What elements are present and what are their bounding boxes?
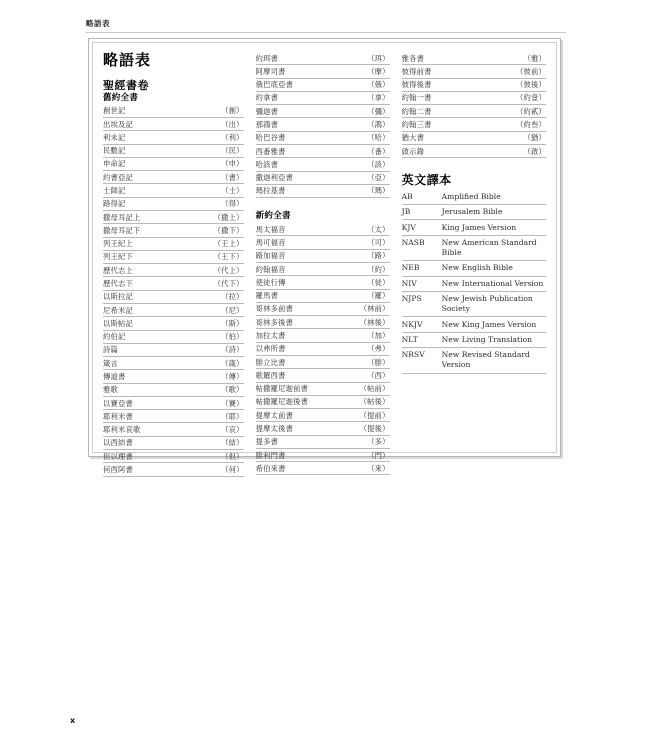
book-row xyxy=(256,290,390,303)
book-abbreviation: （彼後） xyxy=(516,80,547,90)
book-abbreviation: （俄） xyxy=(367,80,390,90)
book-row xyxy=(103,145,244,158)
english-version-name: New American Standard Bible xyxy=(441,238,537,258)
book-row xyxy=(402,145,546,158)
book-row xyxy=(103,158,244,171)
book-row xyxy=(402,105,546,118)
book-name: 列王紀上 xyxy=(103,239,133,249)
book-row xyxy=(103,450,244,463)
book-row xyxy=(103,277,244,290)
book-abbreviation: （羅） xyxy=(367,291,390,301)
book-name: 歌羅西書 xyxy=(255,370,286,380)
book-abbreviation: （但） xyxy=(221,451,244,461)
book-abbreviation: （王下） xyxy=(213,252,244,262)
book-row xyxy=(103,463,244,476)
book-abbreviation: （啟） xyxy=(523,146,547,156)
book-abbreviation: （傳） xyxy=(221,371,244,381)
running-header: 略語表 xyxy=(86,18,566,33)
book-abbreviation: （得） xyxy=(221,199,244,209)
english-version-name: King James Version xyxy=(441,222,517,232)
book-name: 歷代志下 xyxy=(103,278,133,288)
book-abbreviation: （歌） xyxy=(221,385,244,395)
book-abbreviation: （彼前） xyxy=(516,66,547,76)
book-abbreviation: （民） xyxy=(221,146,244,156)
book-row xyxy=(402,65,546,78)
book-row xyxy=(402,132,546,145)
book-name: 俄巴底亞書 xyxy=(255,80,294,90)
column-two xyxy=(255,52,402,473)
book-abbreviation: （創） xyxy=(221,106,244,116)
book-row xyxy=(103,304,244,317)
book-name: 約翰二書 xyxy=(401,106,432,116)
book-name: 創世記 xyxy=(103,106,126,116)
new-testament-list xyxy=(256,223,390,475)
book-row xyxy=(103,198,244,211)
english-version-row xyxy=(402,333,546,348)
book-name: 以賽亞書 xyxy=(103,398,133,408)
book-name: 哈巴谷書 xyxy=(255,133,286,143)
english-version-name: New King James Version xyxy=(441,319,537,329)
book-abbreviation: （約） xyxy=(367,264,390,274)
book-name: 哥林多前書 xyxy=(255,304,294,314)
book-abbreviation: （林前） xyxy=(359,304,390,314)
book-name: 民數記 xyxy=(103,146,126,156)
book-abbreviation: （該） xyxy=(367,159,390,169)
book-abbreviation: （摩） xyxy=(367,66,390,76)
book-name: 約拿書 xyxy=(255,93,279,103)
book-row xyxy=(256,158,390,171)
book-abbreviation: （瑪） xyxy=(367,186,390,196)
book-name: 約翰三書 xyxy=(401,120,432,129)
book-name: 帖撒羅尼迦後書 xyxy=(255,397,309,407)
book-row xyxy=(103,238,244,251)
book-name: 以西結書 xyxy=(103,438,133,448)
book-row xyxy=(256,396,390,409)
book-abbreviation: （申） xyxy=(221,159,244,169)
old-testament-list-continued xyxy=(256,52,390,198)
book-name: 使徒行傳 xyxy=(255,277,286,287)
book-name: 哈該書 xyxy=(255,159,279,169)
book-abbreviation: （約貳） xyxy=(516,106,547,116)
book-name: 何西阿書 xyxy=(103,464,133,474)
book-name: 那鴻書 xyxy=(255,120,279,129)
book-abbreviation: （帖後） xyxy=(359,397,390,407)
book-row xyxy=(256,132,390,145)
english-versions-list xyxy=(402,190,546,374)
book-name: 撒母耳記下 xyxy=(103,225,141,235)
book-row xyxy=(103,264,244,277)
book-abbreviation: （箴） xyxy=(221,358,244,368)
english-version-abbreviation: NLT xyxy=(401,334,418,344)
book-abbreviation: （亞） xyxy=(367,173,390,183)
book-abbreviation: （彌） xyxy=(367,106,390,116)
book-name: 猶大書 xyxy=(401,133,425,143)
book-abbreviation: （賽） xyxy=(221,398,244,408)
book-name: 提摩太後書 xyxy=(255,423,294,433)
book-name: 約伯記 xyxy=(103,332,126,342)
book-row xyxy=(256,356,390,369)
book-abbreviation: （代上） xyxy=(213,265,244,275)
book-name: 出埃及記 xyxy=(103,119,133,129)
book-row xyxy=(402,92,546,105)
book-abbreviation: （哀） xyxy=(221,425,244,435)
book-abbreviation: （伯） xyxy=(221,332,244,342)
english-version-row xyxy=(402,190,546,205)
book-abbreviation: （來） xyxy=(367,463,390,473)
english-version-row xyxy=(402,317,546,332)
book-row xyxy=(103,171,244,184)
book-abbreviation: （番） xyxy=(367,146,390,156)
book-name: 以斯拉記 xyxy=(103,292,133,302)
book-name: 歷代志上 xyxy=(103,265,133,275)
english-version-abbreviation: NEB xyxy=(401,263,420,273)
book-row xyxy=(256,369,390,382)
book-name: 加拉太書 xyxy=(255,330,286,340)
book-row xyxy=(256,52,390,65)
book-abbreviation: （弗） xyxy=(367,344,390,354)
book-row xyxy=(256,449,390,462)
english-version-row xyxy=(402,220,546,235)
book-abbreviation: （士） xyxy=(221,186,244,196)
book-row xyxy=(103,423,244,436)
book-row xyxy=(103,291,244,304)
book-name: 約翰一書 xyxy=(401,93,432,103)
book-name: 馬太福音 xyxy=(255,224,286,234)
english-version-name: New Revised Standard Version xyxy=(441,350,530,370)
book-abbreviation: （詩） xyxy=(221,345,244,355)
book-name: 傳道書 xyxy=(103,371,126,381)
book-row xyxy=(103,370,244,383)
new-testament-heading: 新約全書 xyxy=(255,211,291,222)
book-abbreviation: （尼） xyxy=(221,305,244,315)
book-name: 約翰福音 xyxy=(255,264,286,274)
book-abbreviation: （出） xyxy=(221,119,244,129)
english-version-name: Amplified Bible xyxy=(441,191,501,201)
new-testament-list-continued xyxy=(402,52,546,158)
english-version-row xyxy=(402,277,546,292)
book-row xyxy=(256,185,390,198)
book-row xyxy=(402,118,546,131)
book-name: 尼希米記 xyxy=(103,305,133,315)
book-name: 路得記 xyxy=(103,199,126,209)
book-abbreviation: （門） xyxy=(367,450,390,460)
old-testament-list xyxy=(103,105,244,477)
book-abbreviation: （加） xyxy=(367,330,390,340)
book-row xyxy=(256,236,390,249)
book-name: 列王紀下 xyxy=(103,252,133,262)
three-column-layout xyxy=(93,43,556,474)
english-version-abbreviation: NASB xyxy=(401,238,425,247)
book-name: 哥林多後書 xyxy=(255,317,294,327)
book-row xyxy=(103,105,244,118)
english-version-abbreviation: KJV xyxy=(401,222,416,232)
book-abbreviation: （提前） xyxy=(359,410,390,420)
book-abbreviation: （徒） xyxy=(367,277,390,287)
book-name: 約書亞記 xyxy=(103,172,133,182)
old-testament-heading: 舊約全書 xyxy=(103,92,139,103)
book-abbreviation: （書） xyxy=(221,172,244,182)
book-name: 雅歌 xyxy=(103,385,118,395)
book-abbreviation: （路） xyxy=(367,251,390,261)
book-name: 阿摩司書 xyxy=(255,66,286,76)
book-name: 瑪拉基書 xyxy=(255,186,286,196)
english-version-abbreviation: NKJV xyxy=(401,319,423,329)
book-row xyxy=(256,409,390,422)
book-name: 耶利米書 xyxy=(103,411,133,421)
book-name: 希伯來書 xyxy=(255,463,286,473)
book-row xyxy=(103,317,244,330)
book-abbreviation: （拿） xyxy=(367,93,390,103)
book-name: 彌迦書 xyxy=(255,106,279,116)
english-version-abbreviation: NIV xyxy=(401,278,417,288)
book-name: 提多書 xyxy=(255,437,279,447)
book-name: 士師記 xyxy=(103,186,126,196)
book-abbreviation: （利） xyxy=(221,132,244,142)
book-name: 提摩太前書 xyxy=(255,410,294,420)
book-row xyxy=(402,79,546,92)
book-name: 雅各書 xyxy=(401,53,425,63)
book-abbreviation: （腓） xyxy=(367,357,390,367)
book-abbreviation: （撒上） xyxy=(213,212,244,222)
book-name: 彼得後書 xyxy=(401,80,432,90)
page-number: x xyxy=(70,716,76,725)
book-row xyxy=(256,145,390,158)
book-abbreviation: （哈） xyxy=(367,133,390,143)
book-name: 箴言 xyxy=(103,358,118,368)
book-row xyxy=(256,422,390,435)
bible-books-heading: 聖經書卷 xyxy=(103,78,149,92)
book-abbreviation: （雅） xyxy=(523,53,547,63)
book-abbreviation: （猶） xyxy=(523,133,547,143)
book-abbreviation: （西） xyxy=(367,370,390,380)
book-row xyxy=(103,437,244,450)
english-version-row xyxy=(402,236,546,261)
book-row xyxy=(103,118,244,131)
english-version-abbreviation: NJPS xyxy=(401,294,422,304)
book-row xyxy=(256,263,390,276)
book-abbreviation: （提後） xyxy=(359,423,390,433)
book-row xyxy=(103,384,244,397)
book-abbreviation: （代下） xyxy=(213,278,244,288)
book-row xyxy=(256,105,390,118)
frame-inner-border xyxy=(92,42,557,474)
book-name: 以斯帖記 xyxy=(103,318,133,328)
book-row xyxy=(103,211,244,224)
book-row xyxy=(103,224,244,237)
book-abbreviation: （太） xyxy=(367,224,390,234)
book-name: 撒迦利亞書 xyxy=(255,173,294,183)
book-row xyxy=(256,303,390,316)
book-name: 彼得前書 xyxy=(401,66,432,76)
book-abbreviation: （多） xyxy=(367,437,390,447)
book-name: 申命記 xyxy=(103,159,126,169)
book-row xyxy=(103,344,244,357)
book-name: 羅馬書 xyxy=(255,291,279,301)
book-row xyxy=(256,223,390,236)
book-name: 腓利門書 xyxy=(255,450,286,460)
book-name: 利未記 xyxy=(103,132,126,142)
book-row xyxy=(256,118,390,131)
book-abbreviation: （何） xyxy=(221,464,244,474)
book-row xyxy=(256,343,390,356)
english-versions-heading: 英文譯本 xyxy=(401,173,452,188)
english-version-abbreviation: JB xyxy=(401,207,411,217)
book-name: 路加福音 xyxy=(255,251,286,261)
column-three xyxy=(402,52,546,444)
book-row xyxy=(103,331,244,344)
english-version-name: New Living Translation xyxy=(441,334,532,344)
book-name: 腓立比書 xyxy=(255,357,286,367)
abbreviation-table-frame xyxy=(88,38,561,474)
book-row xyxy=(256,329,390,342)
book-row xyxy=(256,383,390,396)
book-abbreviation: （約叁） xyxy=(516,120,547,129)
book-row xyxy=(256,92,390,105)
english-version-abbreviation: AB xyxy=(401,191,413,201)
english-version-abbreviation: NRSV xyxy=(401,350,425,360)
page-title: 略語表 xyxy=(103,51,152,69)
book-row xyxy=(256,276,390,289)
english-version-row xyxy=(402,292,546,317)
book-name: 耶利米哀歌 xyxy=(103,425,141,435)
column-one xyxy=(103,51,256,474)
book-row xyxy=(103,184,244,197)
book-name: 帖撒羅尼迦前書 xyxy=(255,384,309,394)
english-version-row xyxy=(402,205,546,220)
english-version-name: New International Version xyxy=(441,278,544,288)
book-abbreviation: （約壹） xyxy=(516,93,547,103)
book-name: 但以理書 xyxy=(103,451,133,461)
english-version-name: Jerusalem Bible xyxy=(441,207,503,217)
book-name: 馬可福音 xyxy=(255,238,286,248)
english-version-row xyxy=(402,348,546,373)
book-abbreviation: （結） xyxy=(221,438,244,448)
book-row xyxy=(103,397,244,410)
book-abbreviation: （鴻） xyxy=(367,120,390,129)
book-row xyxy=(103,357,244,370)
book-row xyxy=(256,65,390,78)
book-name: 西番雅書 xyxy=(255,146,286,156)
english-version-name: New Jewish Publication Society xyxy=(441,294,533,314)
book-abbreviation: （珥） xyxy=(367,53,390,63)
book-abbreviation: （可） xyxy=(367,238,390,248)
book-row xyxy=(256,172,390,185)
book-row xyxy=(103,410,244,423)
book-abbreviation: （斯） xyxy=(221,318,244,328)
book-abbreviation: （帖前） xyxy=(359,384,390,394)
book-name: 以弗所書 xyxy=(255,344,286,354)
book-row xyxy=(256,250,390,263)
book-abbreviation: （林後） xyxy=(359,317,390,327)
book-row xyxy=(256,436,390,449)
english-version-name: New English Bible xyxy=(441,263,513,273)
book-name: 約珥書 xyxy=(255,53,279,63)
book-row xyxy=(402,52,546,65)
book-name: 撒母耳記上 xyxy=(103,212,141,222)
book-abbreviation: （撒下） xyxy=(213,225,244,235)
book-name: 啟示錄 xyxy=(401,146,425,156)
book-row xyxy=(103,251,244,264)
book-row xyxy=(256,316,390,329)
book-row xyxy=(256,462,390,475)
book-row xyxy=(256,79,390,92)
book-name: 詩篇 xyxy=(103,345,118,355)
book-abbreviation: （拉） xyxy=(221,292,244,302)
book-abbreviation: （王上） xyxy=(213,239,244,249)
english-version-row xyxy=(402,261,546,276)
book-row xyxy=(103,131,244,144)
book-abbreviation: （耶） xyxy=(221,411,244,421)
